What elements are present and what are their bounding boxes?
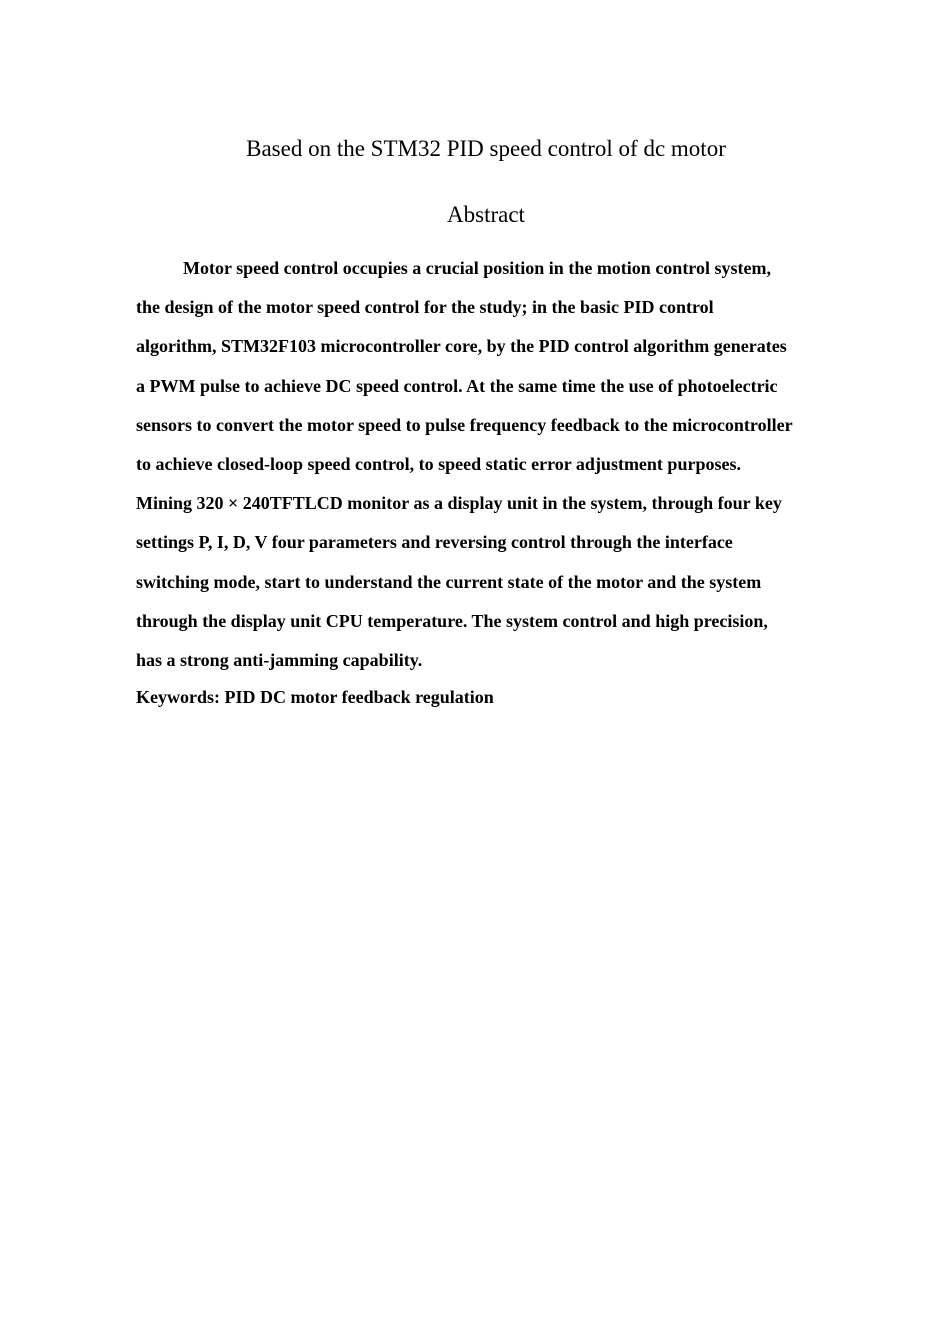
- abstract-body: [136, 249, 836, 680]
- abstract-line: the design of the motor speed control for the study; in the basic PID control: [136, 297, 714, 318]
- abstract-heading: Abstract: [447, 202, 525, 227]
- abstract-line: has a strong anti-jamming capability.: [136, 650, 423, 671]
- keywords: Keywords: PID DC motor feedback regulation: [136, 687, 494, 707]
- abstract-line: sensors to convert the motor speed to pulse frequency feedback to the microcontroller: [136, 414, 793, 435]
- abstract-line: Mining 320 × 240TFTLCD monitor as a display unit in the system, through four key: [136, 493, 782, 514]
- abstract-line: switching mode, start to understand the current state of the motor and the system: [136, 571, 762, 592]
- abstract-line: through the display unit CPU temperature. The system control and high precision,: [136, 610, 768, 631]
- abstract-line: Motor speed control occupies a crucial position in the motion control system,: [183, 258, 771, 278]
- paper-title: Based on the STM32 PID speed control of dc motor: [246, 136, 726, 161]
- abstract-line: a PWM pulse to achieve DC speed control. At the same time the use of photoelectric: [136, 375, 778, 396]
- abstract-line: to achieve closed-loop speed control, to speed static error adjustment purposes.: [136, 454, 741, 475]
- abstract-line: algorithm, STM32F103 microcontroller core, by the PID control algorithm generates: [136, 336, 787, 357]
- abstract-line: settings P, I, D, V four parameters and reversing control through the interface: [136, 532, 733, 553]
